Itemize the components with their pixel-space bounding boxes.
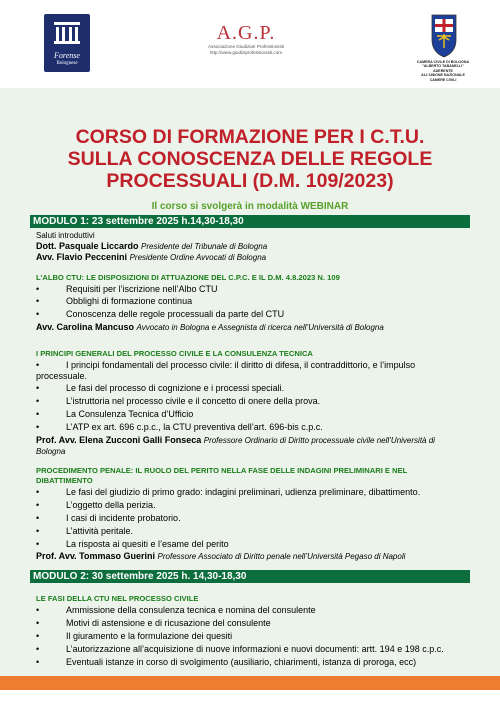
list-item-text: Eventuali istanze in corso di svolgimento (ausiliario, chiarimenti, istanza di proroga, ecc) bbox=[66, 657, 417, 667]
list-item-text: Obblighi di formazione continua bbox=[66, 296, 193, 306]
section-heading-principi-generali: I PRINCIPI GENERALI DEL PROCESSO CIVILE E LA CONSULENZA TECNICA bbox=[36, 349, 313, 358]
forense-logo-line1: Forense bbox=[54, 51, 80, 60]
forense-logo-line2: Bolognese bbox=[56, 61, 78, 66]
section-heading-continuation: DIBATTIMENTO bbox=[36, 476, 93, 485]
footer-bar bbox=[0, 676, 500, 690]
speaker-peccenini bbox=[36, 252, 466, 263]
speaker-role: Professore Ordinario di Diritto processuale civile nell’Università di bbox=[203, 436, 435, 445]
agp-logo-mark: A.G.P. bbox=[216, 22, 276, 44]
agp-logo-line2: http://www.giudiziprofessionisti.com bbox=[209, 49, 283, 55]
list-item-text: La Consulenza Tecnica d’Ufficio bbox=[66, 409, 194, 419]
speaker-name: Prof. Avv. Elena Zucconi Galli Fonseca bbox=[36, 435, 202, 445]
agp-logo-line1: Associazione Giudiziari Professionisti bbox=[207, 44, 285, 49]
webinar-note: Il corso si svolgerà in modalità WEBINAR bbox=[151, 201, 349, 212]
list-item-text: L’oggetto della perizia. bbox=[66, 500, 156, 510]
list-item-text: Il giuramento e la formulazione dei quesiti bbox=[66, 631, 233, 641]
list-item-text: L’istruttoria nel processo civile e il concetto di onere della prova. bbox=[66, 396, 321, 406]
speaker-role: Bologna bbox=[36, 447, 66, 456]
fondazione-forense-logo bbox=[44, 14, 90, 72]
modulo2-bar: MODULO 2: 30 settembre 2025 h. 14,30-18,30 bbox=[30, 570, 470, 583]
course-title-line2: SULLA CONOSCENZA DELLE REGOLE bbox=[67, 148, 433, 170]
columns-icon bbox=[54, 22, 80, 44]
speaker-role: Presidente del Tribunale di Bologna bbox=[141, 242, 268, 251]
camera-logo-line1: CAMERA CIVILE DI BOLOGNA bbox=[416, 60, 470, 64]
list-item-text: I casi di incidente probatorio. bbox=[66, 513, 181, 523]
camera-civile-logo-text bbox=[414, 60, 472, 82]
camera-logo-line2: "ALBERTO TABANELLI" ADERENTE bbox=[422, 64, 464, 73]
list-item-text: I principi fondamentali del processo civile: il diritto di difesa, il contraddittorio, e l’impulso bbox=[66, 360, 416, 370]
list-item-text: Conoscenza delle regole processuali da parte del CTU bbox=[66, 309, 285, 319]
saluti-introduttivi: Saluti introduttivi bbox=[36, 231, 95, 240]
speaker-name: Avv. Carolina Mancuso bbox=[36, 322, 135, 332]
list-item-text: Requisiti per l’iscrizione nell’Albo CTU bbox=[66, 284, 218, 294]
speaker-name: Dott. Pasquale Liccardo bbox=[36, 241, 139, 251]
course-title-line3: PROCESSUALI (D.M. 109/2023) bbox=[106, 170, 394, 192]
list-item-text: L’attività peritale. bbox=[66, 526, 134, 536]
list-item-text: La risposta ai quesiti e l’esame del perito bbox=[66, 539, 229, 549]
speaker-mancuso bbox=[36, 322, 466, 333]
speaker-zucconi bbox=[36, 435, 466, 446]
camera-civile-logo bbox=[414, 14, 472, 80]
list-item-continuation: processuale. bbox=[36, 371, 88, 381]
speaker-role: Presidente Ordine Avvocati di Bologna bbox=[129, 253, 267, 262]
list-item-text: L’ATP ex art. 696 c.p.c., la CTU preventiva dell’art. 696-bis c.p.c. bbox=[66, 422, 323, 432]
speaker-role-continuation bbox=[36, 446, 466, 457]
speaker-role: Professore Associato di Diritto penale nell’Università Pegaso di Napoli bbox=[157, 552, 406, 561]
list-item-text: Motivi di astensione e di ricusazione del consulente bbox=[66, 618, 271, 628]
speaker-role: Avvocato in Bologna e Assegnista di ricerca nell’Università di Bologna bbox=[136, 323, 384, 332]
list-item-text: Ammissione della consulenza tecnica e nomina del consulente bbox=[66, 605, 316, 615]
section-heading-fasi-ctu: LE FASI DELLA CTU NEL PROCESSO CIVILE bbox=[36, 594, 199, 603]
course-title-line1: CORSO DI FORMAZIONE PER I C.T.U. bbox=[75, 126, 425, 148]
shield-icon bbox=[431, 14, 457, 58]
modulo1-bar: MODULO 1: 23 settembre 2025 h.14,30-18,30 bbox=[30, 215, 470, 228]
agp-logo bbox=[196, 22, 296, 66]
speaker-name: Avv. Flavio Peccenini bbox=[36, 252, 128, 262]
speaker-guerini bbox=[36, 551, 466, 562]
course-title bbox=[20, 126, 480, 192]
section-heading-procedimento-penale: PROCEDIMENTO PENALE: IL RUOLO DEL PERITO NELLA FASE DELLE INDAGINI PRELIMINARI E NEL bbox=[36, 466, 408, 475]
speaker-name: Prof. Avv. Tommaso Guerini bbox=[36, 551, 156, 561]
list-item-text: Le fasi del giudizio di primo grado: indagini preliminari, udienza preliminare, dibattimento. bbox=[66, 487, 421, 497]
camera-logo-line3: ALL'UNIONE NAZIONALE CAMERE CIVILI bbox=[421, 73, 465, 82]
list-item-text: Le fasi del processo di cognizione e i processi speciali. bbox=[66, 383, 285, 393]
header bbox=[0, 0, 500, 88]
list-item-text: L’autorizzazione all’acquisizione di nuove informazioni e nuovi documenti: artt. 194 e 198 c.p.c. bbox=[66, 644, 444, 654]
section-heading-albo-ctu: L’ALBO CTU: LE DISPOSIZIONI DI ATTUAZIONE DEL C.P.C. E IL D.M. 4.8.2023 N. 109 bbox=[36, 273, 340, 282]
speaker-liccardo bbox=[36, 241, 466, 252]
